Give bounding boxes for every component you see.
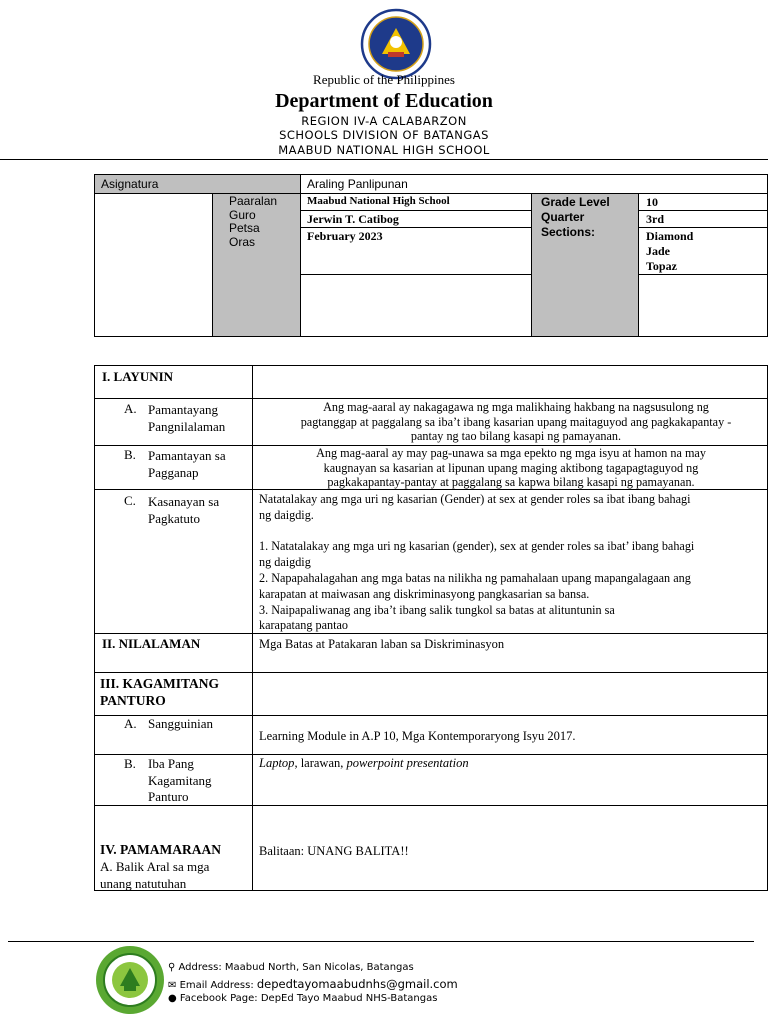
kagamitan-label-cell	[94, 672, 253, 716]
iba-letter: B.	[124, 756, 136, 771]
panturo-label: Panturo	[148, 789, 189, 804]
asignatura-label-cell	[94, 174, 301, 194]
paaralan-cell	[300, 193, 532, 211]
b-text-line: pagkakapantay-pantay at paggalang sa kapwa bilang kasapi ng pamayanan.	[327, 475, 695, 489]
c-letter: C.	[124, 493, 136, 508]
asignatura-value-cell	[300, 174, 768, 194]
footer-facebook[interactable]: Facebook Page: DepEd Tayo Maabud NHS-Batangas	[179, 993, 438, 1004]
b-text-line: Ang mag-aaral ay may pag-unawa sa mga epekto ng mga isyu at hamon na may	[316, 446, 706, 460]
department-heading: Department of Education	[275, 90, 493, 112]
c-text-line: ng daigdig.	[259, 507, 314, 522]
sections-label: Sections:	[541, 225, 596, 239]
paaralan-value: Maabud National High School	[307, 195, 450, 207]
kagamitang-label: Kagamitang	[148, 772, 212, 788]
iba-pang-label-cell	[94, 754, 253, 806]
sections-cell	[638, 227, 768, 275]
sangguinian-label-cell	[94, 715, 253, 755]
iba-pang-content-cell	[252, 754, 768, 806]
kasanayan-content-cell	[252, 489, 768, 634]
pamantayang-label: Pamantayang	[148, 402, 219, 417]
sangguinian-text: Learning Module in A.P 10, Mga Kontemporaryong Isyu 2017.	[259, 729, 576, 743]
balitaan-text: Balitaan: UNANG BALITA!!	[259, 844, 409, 858]
quarter-label: Quarter	[541, 210, 585, 224]
pagganap-content-cell	[252, 445, 768, 490]
b-letter: B.	[124, 447, 136, 462]
pangnilalaman-label: Pangnilalaman	[148, 419, 226, 434]
republic-heading: Republic of the Philippines	[313, 72, 455, 87]
c-text-line: karapatan at maiwasan ang diskriminasyong pangkasarian sa bansa.	[259, 586, 590, 601]
sangguinian-content-cell	[252, 715, 768, 755]
kasanayan-sa-label: Kasanayan sa	[148, 494, 220, 509]
pamamaraan-content-cell	[252, 805, 768, 891]
footer-address-row	[168, 962, 414, 973]
asignatura-value: Araling Panlipunan	[307, 177, 408, 191]
school-heading: MAABUD NATIONAL HIGH SCHOOL	[278, 143, 490, 157]
layunin-heading: I. LAYUNIN	[102, 369, 174, 384]
header-divider	[0, 159, 768, 160]
grade-level-label: Grade Level	[541, 195, 610, 209]
pamantayang-content-cell	[252, 398, 768, 446]
a-text-line: pantay ng tao bilang kasapi ng pamayanan.	[410, 429, 622, 443]
guro-cell	[300, 210, 532, 228]
footer-email-value[interactable]: depedtayomaabudnhs@gmail.com	[256, 977, 458, 991]
info-labels-cell	[212, 193, 301, 337]
grade-labels-cell	[531, 193, 639, 337]
pagganap-label: Pagganap	[148, 465, 199, 480]
petsa-label: Petsa	[229, 221, 260, 235]
a-text-line: Ang mag-aaral ay nakagagawa ng mga malikhaing hakbang na nagsusulong ng	[323, 400, 709, 414]
nilalaman-text: Mga Batas at Patakaran laban sa Diskriminasyon	[259, 637, 505, 651]
section-diamond: Diamond	[646, 229, 694, 243]
location-pin-icon: ⚲	[168, 962, 176, 973]
deped-seal	[357, 8, 435, 80]
c-text-line: ng daigdig	[259, 555, 311, 570]
balik-aral-label: A. Balik Aral sa mga	[100, 859, 210, 874]
footer-email-label: Email Address:	[179, 980, 257, 991]
petsa-value: February 2023	[307, 229, 383, 243]
blank-cell	[94, 193, 213, 337]
pamantayang-label-cell	[94, 398, 253, 446]
c-text-line: Natatalakay ang mga uri ng kasarian (Gender) at sex at gender roles sa ibat ibang bahagi	[259, 492, 691, 506]
a-letter: A.	[124, 401, 137, 416]
blank-cell	[638, 274, 768, 337]
pagkatuto-label: Pagkatuto	[148, 511, 200, 526]
guro-value: Jerwin T. Catibog	[307, 212, 399, 226]
iba-larawan-text: , larawan,	[294, 756, 347, 770]
section-topaz: Topaz	[646, 259, 677, 273]
a-text-line: pagtanggap at paggalang sa iba’t ibang kasarian upang maitaguyod ang pagkakapantay -	[300, 414, 732, 429]
c-text-line: karapatang pantao	[259, 618, 348, 633]
school-logo	[94, 944, 166, 1016]
pamamaraan-label-cell	[94, 805, 253, 891]
iba-pang-label: Iba Pang	[148, 756, 194, 771]
nilalaman-heading: II. NILALAMAN	[102, 636, 201, 651]
petsa-cell	[300, 227, 532, 275]
section-jade: Jade	[646, 244, 670, 258]
layunin-content-cell	[252, 365, 768, 399]
quarter-cell	[638, 210, 768, 228]
kasanayan-label-cell	[94, 489, 253, 634]
footer-facebook-row	[168, 993, 437, 1004]
nilalaman-label-cell	[94, 633, 253, 673]
layunin-label-cell	[94, 365, 253, 399]
c-text-line: 2. Napapahalagahan ang mga batas na nilikha ng pamahalaan upang mapangalagaan ang	[259, 570, 691, 585]
kagamitan-heading: III. KAGAMITANG	[100, 676, 220, 691]
email-icon: ✉	[168, 980, 177, 991]
c-text-line: 1. Natatalakay ang mga uri ng kasarian (gender), sex at gender roles sa ibat’ ibang bahagi	[259, 539, 695, 554]
nilalaman-content-cell	[252, 633, 768, 673]
grade-level-cell	[638, 193, 768, 211]
unang-natutuhan-label: unang natutuhan	[100, 876, 187, 891]
guro-label: Guro	[229, 207, 256, 222]
paaralan-label: Paaralan	[229, 194, 278, 208]
footer-address: Address: Maabud North, San Nicolas, Batangas	[178, 962, 414, 973]
region-heading: REGION IV-A CALABARZON	[301, 114, 467, 128]
panturo-heading: PANTURO	[100, 693, 166, 708]
quarter-value: 3rd	[646, 212, 664, 226]
sangguinian-letter: A.	[124, 716, 137, 731]
c-text-spacer	[259, 524, 768, 540]
iba-laptop-text: Laptop	[259, 756, 295, 770]
footer-email-row	[168, 977, 458, 991]
pagganap-label-cell	[94, 445, 253, 490]
division-heading: SCHOOLS DIVISION OF BATANGAS	[279, 128, 489, 142]
asignatura-label: Asignatura	[101, 177, 159, 191]
grade-level-value: 10	[646, 195, 658, 209]
sangguinian-label: Sangguinian	[148, 716, 213, 731]
kagamitan-content-cell	[252, 672, 768, 716]
oras-label: Oras	[229, 234, 256, 249]
oras-cell	[300, 274, 532, 337]
pamamaraan-heading: IV. PAMAMARAAN	[100, 842, 221, 857]
b-text-line: kaugnayan sa kasarian at lipunan upang maging aktibong tagapagtaguyod ng	[323, 460, 699, 475]
pamantayan-sa-label: Pamantayan sa	[148, 448, 226, 463]
facebook-icon: ●	[168, 993, 177, 1004]
footer-divider	[8, 941, 754, 942]
c-text-line: 3. Naipapaliwanag ang iba’t ibang salik tungkol sa batas at alituntunin sa	[259, 602, 615, 617]
iba-powerpoint-text: powerpoint presentation	[346, 756, 469, 770]
